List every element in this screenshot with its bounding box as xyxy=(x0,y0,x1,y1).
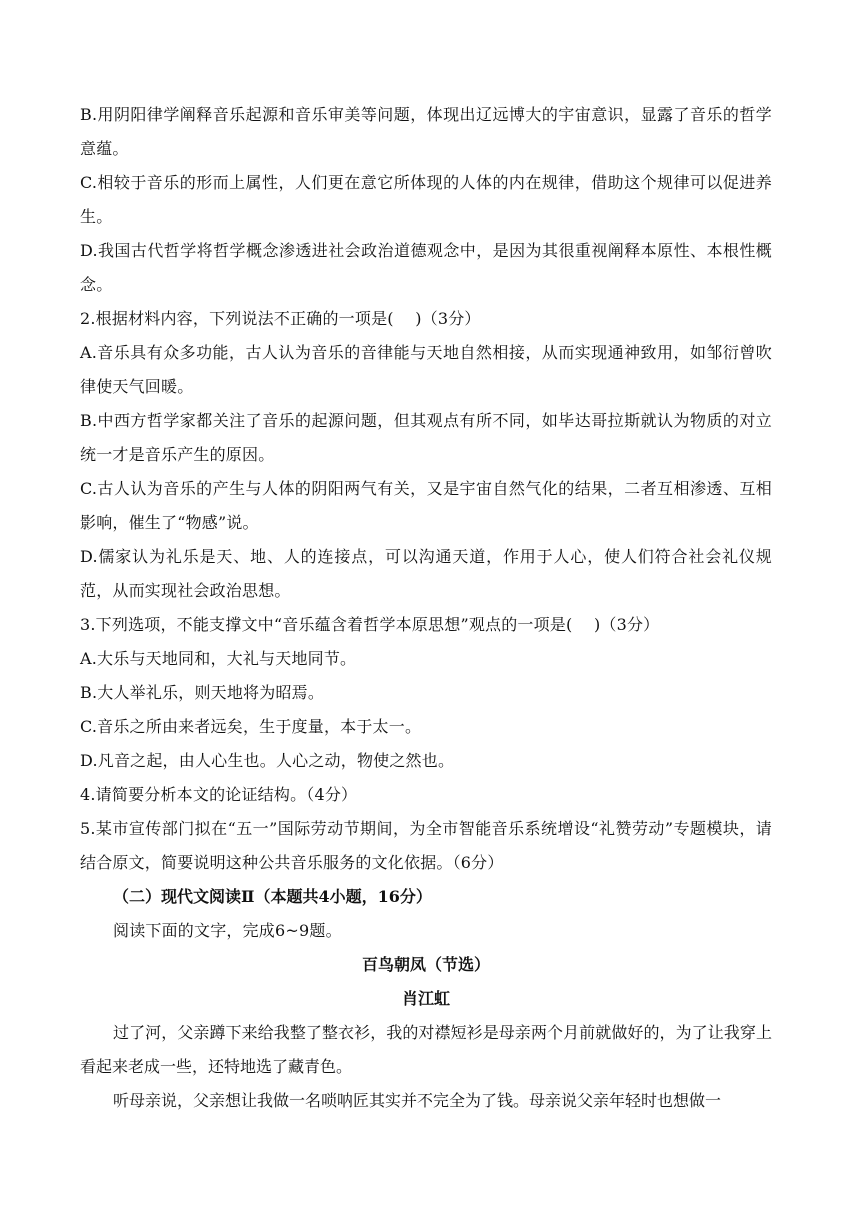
option-b-q3: B.大人举礼乐，则天地将为昭焉。 xyxy=(80,683,325,702)
option-c-q3: C.音乐之所由来者远矣，生于度量，本于太一。 xyxy=(80,717,422,736)
story-paragraph-2: 听母亲说，父亲想让我做一名唢呐匠其实并不完全为了钱。母亲说父亲年轻时也想做一 xyxy=(113,1091,722,1110)
option-c-q1: C.相较于音乐的形而上属性，人们更在意它所体现的人体的内在规律，借助这个规律可以促进养生。 xyxy=(80,173,772,226)
document-body xyxy=(80,98,772,1118)
question-2: 2.根据材料内容，下列说法不正确的一项是( )（3分） xyxy=(80,309,481,328)
story-paragraph-1: 过了河，父亲蹲下来给我整了整衣衫，我的对襟短衫是母亲两个月前就做好的，为了让我穿上看起来老成一些，还特地选了藏青色。 xyxy=(80,1023,772,1076)
story-title: 百鸟朝凤（节选） xyxy=(361,955,490,974)
option-a-q3: A.大乐与天地同和，大礼与天地同节。 xyxy=(80,649,357,668)
question-4: 4.请简要分析本文的论证结构。（4分） xyxy=(80,785,358,804)
section-heading: （二）现代文阅读Ⅱ（本题共4小题，16分） xyxy=(113,887,432,906)
option-a-q2: A.音乐具有众多功能，古人认为音乐的音律能与天地自然相接，从而实现通神致用，如邹衍曾吹律使天气回暖。 xyxy=(80,343,772,396)
question-3: 3.下列选项，不能支撑文中“音乐蕴含着哲学本原思想”观点的一项是( )（3分） xyxy=(80,615,660,634)
story-author: 肖江虹 xyxy=(401,989,450,1008)
option-c-q2: C.古人认为音乐的产生与人体的阴阳两气有关，又是宇宙自然气化的结果，二者互相渗透、互相影响，催生了“物感”说。 xyxy=(80,479,772,532)
question-5: 5.某市宣传部门拟在“五一”国际劳动节期间，为全市智能音乐系统增设“礼赞劳动”专题模块，请结合原文，简要说明这种公共音乐服务的文化依据。（6分） xyxy=(80,819,772,872)
option-d-q2: D.儒家认为礼乐是天、地、人的连接点，可以沟通天道，作用于人心，使人们符合社会礼仪规范，从而实现社会政治思想。 xyxy=(80,547,772,600)
reading-instruction: 阅读下面的文字，完成6~9题。 xyxy=(113,921,342,940)
option-b-q2: B.中西方哲学家都关注了音乐的起源问题，但其观点有所不同，如毕达哥拉斯就认为物质的对立统一才是音乐产生的原因。 xyxy=(80,411,772,464)
option-b-q1: B.用阴阳律学阐释音乐起源和音乐审美等问题，体现出辽远博大的宇宙意识，显露了音乐的哲学意蕴。 xyxy=(80,105,772,158)
option-d-q3: D.凡音之起，由人心生也。人心之动，物使之然也。 xyxy=(80,751,455,770)
option-d-q1: D.我国古代哲学将哲学概念渗透进社会政治道德观念中，是因为其很重视阐释本原性、本根性概念。 xyxy=(80,241,772,294)
